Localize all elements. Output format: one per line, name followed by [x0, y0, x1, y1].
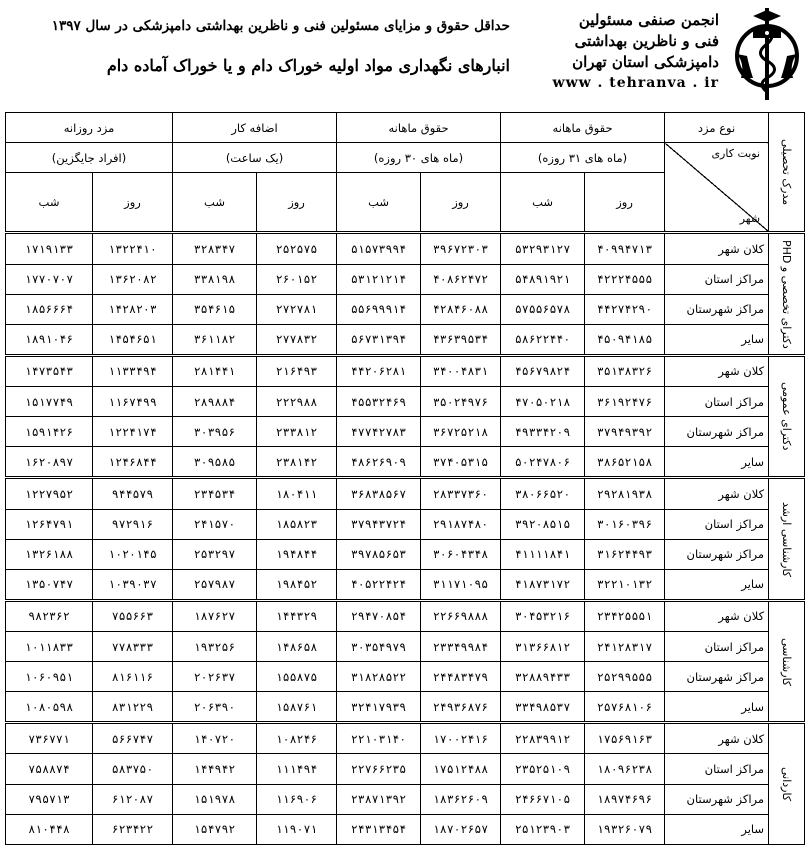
table-row: [6, 539, 805, 569]
wage-value-cell: ۵۷۵۵۶۵۷۸: [501, 294, 585, 324]
wage-value-cell: ۱۲۲۴۱۷۴: [93, 417, 173, 447]
wage-value-cell: ۱۰۲۰۱۴۵: [93, 539, 173, 569]
wage-value-cell: ۱۴۴۳۲۹: [257, 600, 337, 631]
wage-value-cell: ۱۰۱۱۸۳۳: [6, 631, 93, 661]
wage-value-cell: ۱۵۸۷۶۱: [257, 692, 337, 723]
wage-value-cell: ۵۸۶۲۲۴۴۰: [501, 324, 585, 355]
wage-value-cell: ۴۰۵۲۲۴۲۴: [337, 569, 421, 600]
wage-value-cell: ۸۱۰۴۴۸: [6, 814, 93, 844]
wage-value-cell: ۱۴۲۸۲۰۳: [93, 294, 173, 324]
wage-value-cell: ۴۱۸۷۳۱۷۲: [501, 569, 585, 600]
shift-city-header: [665, 143, 769, 233]
wage-value-cell: ۱۴۸۶۵۸: [257, 631, 337, 661]
city-label: مراکز استان: [665, 387, 769, 417]
city-label: مراکز استان: [665, 264, 769, 294]
wage-value-cell: ۳۵۰۲۴۹۷۶: [421, 387, 501, 417]
wage-value-cell: ۶۲۳۴۲۲: [93, 814, 173, 844]
wage-value-cell: ۳۱۶۲۴۴۹۳: [585, 539, 665, 569]
wage-value-cell: ۴۳۶۳۹۵۳۴: [421, 324, 501, 355]
wage-value-cell: ۷۳۶۷۷۱: [6, 723, 93, 754]
wage-value-cell: ۲۹۲۸۱۹۳۸: [585, 478, 665, 509]
wage-value-cell: ۳۲۲۱۰۱۳۲: [585, 569, 665, 600]
wage-value-cell: ۲۸۱۴۴۱: [173, 355, 257, 386]
wage-value-cell: ۱۱۳۳۴۹۴: [93, 355, 173, 386]
wage-value-cell: ۱۸۷۰۲۶۵۷: [421, 814, 501, 844]
wage-value-cell: ۲۴۳۱۳۴۵۴: [337, 814, 421, 844]
wage-value-cell: ۳۶۱۱۸۲: [173, 324, 257, 355]
night-header: شب: [6, 173, 93, 233]
wage-value-cell: ۳۰۶۰۴۳۴۸: [421, 539, 501, 569]
wage-value-cell: ۴۵۵۳۲۴۶۹: [337, 387, 421, 417]
city-label: مراکز استان: [665, 509, 769, 539]
degree-label: دکترای عمومی: [769, 355, 805, 477]
wage-value-cell: ۳۱۸۲۸۵۲۲: [337, 662, 421, 692]
table-row: [6, 814, 805, 844]
wage-table: [5, 112, 805, 845]
wage-value-cell: ۲۶۰۱۵۲: [257, 264, 337, 294]
org-website[interactable]: www . tehranva . ir: [552, 75, 719, 91]
wage-value-cell: ۳۶۸۳۸۵۶۷: [337, 478, 421, 509]
wage-value-cell: ۵۱۵۷۳۹۹۴: [337, 233, 421, 264]
wage-type-header: نوع مزد: [665, 113, 769, 143]
wage-value-cell: ۳۹۶۷۲۳۰۳: [421, 233, 501, 264]
city-label: کلان شهر: [665, 600, 769, 631]
wage-value-cell: ۳۴۰۰۴۸۳۱: [421, 355, 501, 386]
city-label: مراکز شهرستان: [665, 539, 769, 569]
city-label: سایر: [665, 692, 769, 723]
table-row: [6, 417, 805, 447]
wage-value-cell: ۲۴۱۲۸۳۱۷: [585, 631, 665, 661]
wage-value-cell: ۲۳۸۱۴۲: [257, 447, 337, 478]
wage-value-cell: ۳۲۸۳۴۷: [173, 233, 257, 264]
table-row: [6, 264, 805, 294]
wage-value-cell: ۱۴۰۷۲۰: [173, 723, 257, 754]
wage-value-cell: ۲۹۱۸۷۴۸۰: [421, 509, 501, 539]
wage-value-cell: ۵۶۷۳۱۳۹۴: [337, 324, 421, 355]
wage-value-cell: ۲۵۳۲۹۷: [173, 539, 257, 569]
group-header-sub: (افراد جایگزین): [6, 143, 173, 173]
wage-value-cell: ۴۵۰۹۴۱۸۵: [585, 324, 665, 355]
wage-value-cell: ۳۰۱۶۰۳۹۶: [585, 509, 665, 539]
wage-value-cell: ۹۴۴۵۷۹: [93, 478, 173, 509]
group-header-label: اضافه کار: [173, 113, 337, 143]
wage-value-cell: ۱۸۵۶۶۶۴: [6, 294, 93, 324]
wage-value-cell: ۱۹۳۲۶۰۷۹: [585, 814, 665, 844]
wage-value-cell: ۱۱۶۷۴۹۹: [93, 387, 173, 417]
wage-value-cell: ۲۴۶۶۷۱۰۵: [501, 784, 585, 814]
wage-value-cell: ۱۰۸۲۴۶: [257, 723, 337, 754]
table-row: [6, 754, 805, 784]
city-label: سایر: [665, 569, 769, 600]
city-label: مراکز استان: [665, 631, 769, 661]
wage-value-cell: ۱۸۳۶۲۶۰۹: [421, 784, 501, 814]
degree-label: کاردانی: [769, 723, 805, 845]
wage-value-cell: ۳۵۱۳۸۳۲۶: [585, 355, 665, 386]
wage-value-cell: ۱۲۴۶۸۴۴: [93, 447, 173, 478]
wage-value-cell: ۳۱۳۶۶۸۱۲: [501, 631, 585, 661]
wage-value-cell: ۲۹۴۷۰۸۵۴: [337, 600, 421, 631]
wage-value-cell: ۱۴۴۹۴۲: [173, 754, 257, 784]
wage-value-cell: ۲۴۹۳۶۸۷۶: [421, 692, 501, 723]
wage-value-cell: ۳۸۰۶۶۵۲۰: [501, 478, 585, 509]
day-header: روز: [421, 173, 501, 233]
wage-value-cell: ۴۵۶۷۹۸۲۴: [501, 355, 585, 386]
wage-value-cell: ۴۲۸۴۶۰۸۸: [421, 294, 501, 324]
degree-label: کارشناسی: [769, 600, 805, 722]
wage-value-cell: ۲۴۴۸۳۴۷۹: [421, 662, 501, 692]
table-row: [6, 294, 805, 324]
wage-value-cell: ۲۳۳۴۹۹۸۴: [421, 631, 501, 661]
wage-value-cell: ۴۲۲۲۴۵۵۵: [585, 264, 665, 294]
wage-value-cell: ۲۵۷۶۸۱۰۶: [585, 692, 665, 723]
wage-value-cell: ۵۰۲۴۷۸۰۶: [501, 447, 585, 478]
wage-value-cell: ۱۵۵۸۷۵: [257, 662, 337, 692]
group-header-label: مزد روزانه: [6, 113, 173, 143]
org-line-3: دامپزشکی استان تهران: [572, 53, 719, 71]
group-header-sub: (ماه های ۳۱ روزه): [501, 143, 665, 173]
wage-value-cell: ۲۸۹۸۸۴: [173, 387, 257, 417]
wage-value-cell: ۱۷۱۹۱۳۳: [6, 233, 93, 264]
wage-value-cell: ۱۵۱۹۷۸: [173, 784, 257, 814]
wage-value-cell: ۲۳۴۲۵۵۵۱: [585, 600, 665, 631]
city-label: مراکز شهرستان: [665, 417, 769, 447]
wage-value-cell: ۳۵۴۶۱۵: [173, 294, 257, 324]
caduceus-logo-icon: [731, 4, 803, 104]
group-header-sub: (ماه های ۳۰ روزه): [337, 143, 501, 173]
wage-value-cell: ۳۶۱۹۲۴۷۶: [585, 387, 665, 417]
group-header-label: حقوق ماهانه: [501, 113, 665, 143]
wage-value-cell: ۱۱۱۴۹۴: [257, 754, 337, 784]
wage-value-cell: ۴۷۷۴۲۷۸۳: [337, 417, 421, 447]
wage-value-cell: ۷۹۵۷۱۳: [6, 784, 93, 814]
table-row: [6, 784, 805, 814]
wage-value-cell: ۱۵۱۷۷۴۹: [6, 387, 93, 417]
wage-value-cell: ۲۷۲۷۸۱: [257, 294, 337, 324]
wage-value-cell: ۱۱۹۰۷۱: [257, 814, 337, 844]
shift-header: نوبت کاری: [711, 147, 761, 161]
table-row: [6, 662, 805, 692]
day-header: روز: [257, 173, 337, 233]
wage-value-cell: ۱۲۶۴۷۹۱: [6, 509, 93, 539]
org-line-2: فنی و ناظرین بهداشتی: [574, 32, 719, 50]
wage-value-cell: ۳۷۴۰۵۳۱۵: [421, 447, 501, 478]
table-row: [6, 233, 805, 264]
wage-value-cell: ۳۲۸۸۹۴۳۳: [501, 662, 585, 692]
wage-value-cell: ۹۸۲۳۶۲: [6, 600, 93, 631]
wage-value-cell: ۱۳۲۶۱۸۸: [6, 539, 93, 569]
organization-name: [553, 10, 719, 94]
table-row: [6, 324, 805, 355]
wage-value-cell: ۴۰۹۹۴۷۱۳: [585, 233, 665, 264]
wage-value-cell: ۳۲۴۱۷۹۳۹: [337, 692, 421, 723]
wage-value-cell: ۸۱۶۱۱۶: [93, 662, 173, 692]
wage-value-cell: ۱۷۷۰۷۰۷: [6, 264, 93, 294]
wage-value-cell: ۱۴۵۴۶۵۱: [93, 324, 173, 355]
night-header: شب: [173, 173, 257, 233]
wage-value-cell: ۲۷۷۸۳۲: [257, 324, 337, 355]
degree-label: دکترای تخصصی و PHD: [769, 233, 805, 355]
page-header: [0, 0, 809, 112]
wage-value-cell: ۱۷۰۰۲۴۱۶: [421, 723, 501, 754]
wage-value-cell: ۳۷۹۴۳۷۲۴: [337, 509, 421, 539]
wage-value-cell: ۳۱۱۷۱۰۹۵: [421, 569, 501, 600]
wage-value-cell: ۱۴۷۳۵۴۳: [6, 355, 93, 386]
table-row: [6, 723, 805, 754]
table-row: [6, 692, 805, 723]
wage-value-cell: ۴۰۸۶۲۴۷۲: [421, 264, 501, 294]
wage-value-cell: ۳۰۳۹۵۶: [173, 417, 257, 447]
table-row: [6, 447, 805, 478]
wage-value-cell: ۷۵۵۶۶۳: [93, 600, 173, 631]
org-line-1: انجمن صنفی مسئولین: [578, 11, 719, 29]
wage-value-cell: ۴۴۲۷۴۲۹۰: [585, 294, 665, 324]
wage-value-cell: ۱۳۶۲۰۸۲: [93, 264, 173, 294]
wage-value-cell: ۲۲۲۹۸۸: [257, 387, 337, 417]
wage-value-cell: ۳۹۲۰۸۵۱۵: [501, 509, 585, 539]
city-label: سایر: [665, 447, 769, 478]
wage-value-cell: ۵۳۱۲۱۲۱۴: [337, 264, 421, 294]
wage-value-cell: ۹۷۲۹۱۶: [93, 509, 173, 539]
wage-value-cell: ۴۱۱۱۱۸۴۱: [501, 539, 585, 569]
wage-value-cell: ۲۰۲۶۳۷: [173, 662, 257, 692]
wage-value-cell: ۱۰۸۰۵۹۸: [6, 692, 93, 723]
wage-value-cell: ۳۳۴۹۸۵۳۷: [501, 692, 585, 723]
city-label: کلان شهر: [665, 478, 769, 509]
wage-value-cell: ۲۵۲۹۹۵۵۵: [585, 662, 665, 692]
wage-value-cell: ۴۸۶۲۶۹۰۹: [337, 447, 421, 478]
wage-value-cell: ۲۲۱۰۳۱۴۰: [337, 723, 421, 754]
wage-value-cell: ۱۹۳۲۵۶: [173, 631, 257, 661]
table-row: [6, 600, 805, 631]
city-label: سایر: [665, 814, 769, 844]
city-label: مراکز شهرستان: [665, 662, 769, 692]
wage-value-cell: ۱۵۹۱۴۲۶: [6, 417, 93, 447]
table-row: [6, 509, 805, 539]
degree-column-header: مدرک تحصیلی: [769, 113, 805, 233]
wage-value-cell: ۲۲۷۶۶۲۳۵: [337, 754, 421, 784]
wage-value-cell: ۱۸۰۴۱۱: [257, 478, 337, 509]
wage-value-cell: ۵۶۶۷۴۷: [93, 723, 173, 754]
wage-value-cell: ۳۰۳۵۴۹۷۹: [337, 631, 421, 661]
wage-value-cell: ۲۲۶۶۹۸۸۸: [421, 600, 501, 631]
wage-value-cell: ۲۵۱۲۳۹۰۳: [501, 814, 585, 844]
wage-value-cell: ۱۹۸۴۵۲: [257, 569, 337, 600]
wage-value-cell: ۱۸۹۱۰۴۶: [6, 324, 93, 355]
wage-value-cell: ۱۲۲۷۹۵۲: [6, 478, 93, 509]
wage-value-cell: ۱۸۷۶۲۷: [173, 600, 257, 631]
wage-value-cell: ۲۳۴۵۳۴: [173, 478, 257, 509]
wage-value-cell: ۷۵۸۸۷۴: [6, 754, 93, 784]
wage-value-cell: ۱۳۵۰۷۴۷: [6, 569, 93, 600]
wage-value-cell: ۲۲۸۳۹۹۱۲: [501, 723, 585, 754]
wage-value-cell: ۵۸۳۷۵۰: [93, 754, 173, 784]
wage-value-cell: ۱۸۰۹۶۲۳۸: [585, 754, 665, 784]
table-row: [6, 355, 805, 386]
wage-value-cell: ۲۵۲۵۷۵: [257, 233, 337, 264]
wage-value-cell: ۴۴۲۰۶۲۸۱: [337, 355, 421, 386]
day-header: روز: [93, 173, 173, 233]
table-row: [6, 387, 805, 417]
wage-value-cell: ۱۱۶۹۰۶: [257, 784, 337, 814]
wage-value-cell: ۳۶۷۲۵۲۱۸: [421, 417, 501, 447]
wage-value-cell: ۷۷۸۳۳۳: [93, 631, 173, 661]
wage-value-cell: ۱۷۵۱۲۴۸۸: [421, 754, 501, 784]
city-label: کلان شهر: [665, 355, 769, 386]
night-header: شب: [337, 173, 421, 233]
wage-value-cell: ۶۱۲۰۸۷: [93, 784, 173, 814]
wage-value-cell: ۱۳۲۲۴۱۰: [93, 233, 173, 264]
document-subtitle: انبارهای نگهداری مواد اولیه خوراک دام و یا خوراک آماده دام: [106, 56, 510, 75]
city-header: شهر: [739, 212, 761, 226]
night-header: شب: [501, 173, 585, 233]
wage-value-cell: ۱۷۵۶۹۱۶۳: [585, 723, 665, 754]
wage-value-cell: ۱۰۳۹۰۳۷: [93, 569, 173, 600]
table-row: [6, 631, 805, 661]
wage-value-cell: ۸۳۱۲۲۹: [93, 692, 173, 723]
degree-label: کارشناسی ارشد: [769, 478, 805, 600]
wage-value-cell: ۲۴۱۵۷۰: [173, 509, 257, 539]
wage-value-cell: ۲۰۶۳۹۰: [173, 692, 257, 723]
wage-value-cell: ۱۸۵۸۲۳: [257, 509, 337, 539]
wage-value-cell: ۱۶۲۰۸۹۷: [6, 447, 93, 478]
wage-value-cell: ۲۸۳۳۷۳۶۰: [421, 478, 501, 509]
wage-value-cell: ۵۳۲۹۳۱۲۷: [501, 233, 585, 264]
city-label: کلان شهر: [665, 233, 769, 264]
wage-value-cell: ۳۰۴۵۳۲۱۶: [501, 600, 585, 631]
wage-value-cell: ۳۳۸۱۹۸: [173, 264, 257, 294]
wage-value-cell: ۴۷۰۵۰۲۱۸: [501, 387, 585, 417]
wage-value-cell: ۳۰۹۵۸۵: [173, 447, 257, 478]
city-label: مراکز استان: [665, 754, 769, 784]
day-header: روز: [585, 173, 665, 233]
wage-value-cell: ۲۱۶۴۹۳: [257, 355, 337, 386]
wage-value-cell: ۳۸۶۵۲۱۵۸: [585, 447, 665, 478]
wage-value-cell: ۱۹۴۸۴۴: [257, 539, 337, 569]
wage-value-cell: ۲۵۷۹۸۷: [173, 569, 257, 600]
wage-value-cell: ۲۳۳۸۱۲: [257, 417, 337, 447]
table-row: [6, 478, 805, 509]
wage-value-cell: ۲۳۵۲۵۱۰۹: [501, 754, 585, 784]
table-row: [6, 569, 805, 600]
wage-value-cell: ۳۹۷۸۵۶۵۳: [337, 539, 421, 569]
wage-value-cell: ۱۰۶۰۹۵۱: [6, 662, 93, 692]
wage-value-cell: ۲۳۸۷۱۳۹۲: [337, 784, 421, 814]
wage-value-cell: ۱۵۴۷۹۲: [173, 814, 257, 844]
city-label: کلان شهر: [665, 723, 769, 754]
city-label: مراکز شهرستان: [665, 294, 769, 324]
wage-value-cell: ۳۷۹۴۹۳۹۲: [585, 417, 665, 447]
wage-value-cell: ۴۹۳۳۴۲۰۹: [501, 417, 585, 447]
document-title: حداقل حقوق و مزایای مسئولین فنی و ناظرین بهداشتی دامپزشکی در سال ۱۳۹۷: [51, 18, 510, 34]
group-header-sub: (یک ساعت): [173, 143, 337, 173]
city-label: مراکز شهرستان: [665, 784, 769, 814]
wage-value-cell: ۵۴۸۹۱۹۲۱: [501, 264, 585, 294]
group-header-label: حقوق ماهانه: [337, 113, 501, 143]
wage-value-cell: ۵۵۶۹۹۹۱۴: [337, 294, 421, 324]
wage-value-cell: ۱۸۹۷۴۶۹۶: [585, 784, 665, 814]
city-label: سایر: [665, 324, 769, 355]
